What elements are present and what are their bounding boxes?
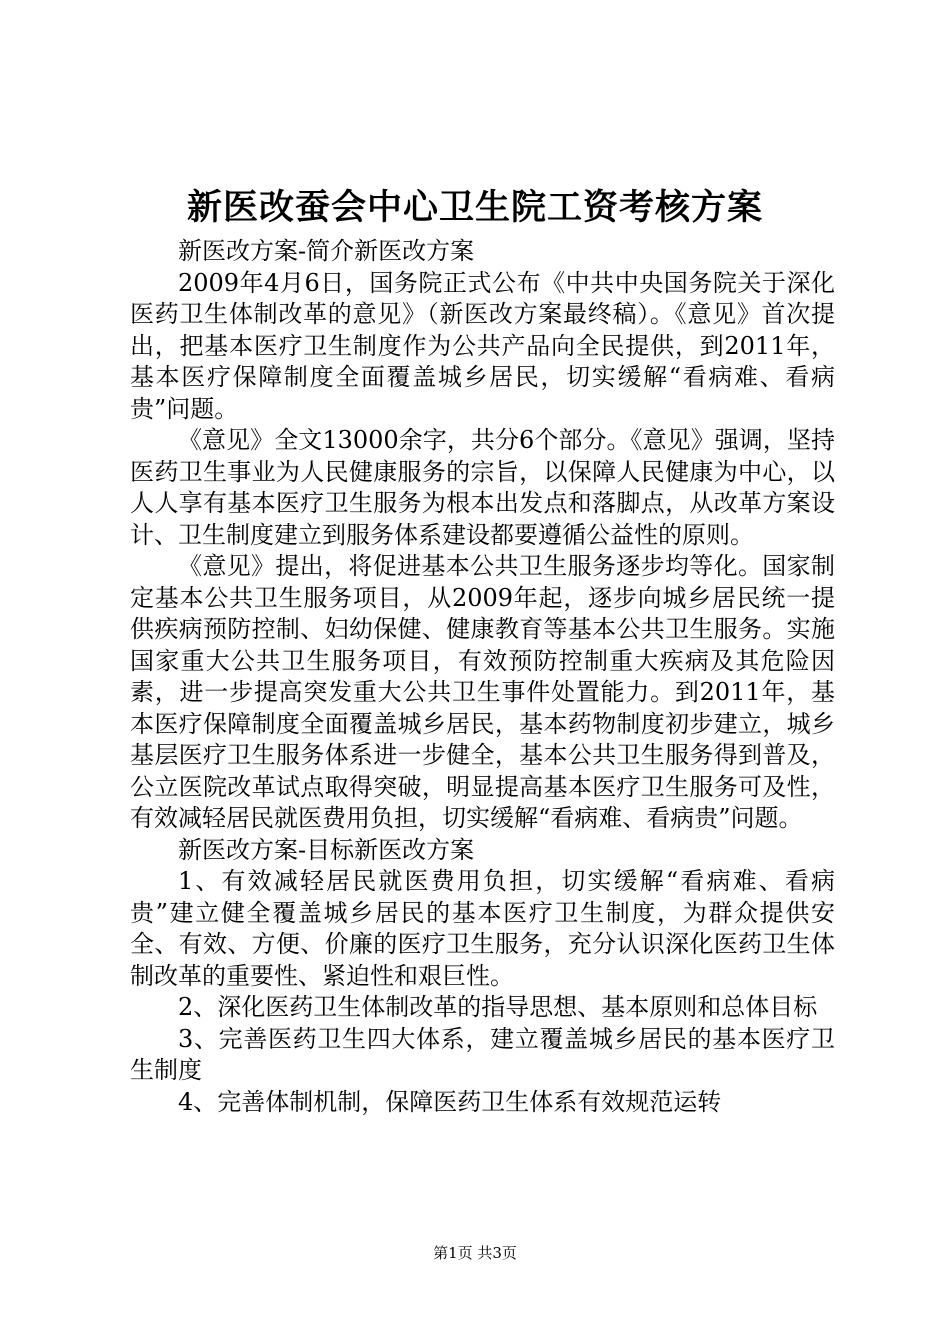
paragraph: 《意见》提出，将促进基本公共卫生服务逐步均等化。国家制定基本公共卫生服务项目，从2009年起，逐步向城乡居民统一提供疾病预防控制、妇幼保健、健康教育等基本公共卫生服务。实施国家重大公共卫生服务项目，有效预防控制重大疾病及其危险因素，进一步提高突发重大公共卫生事件处置能力。到2011年，基本医疗保障制度全面覆盖城乡居民，基本药物制度初步建立，城乡基层医疗卫生服务体系进一步健全，基本公共卫生服务得到普及，公立医院改革试点取得突破，明显提高基本医疗卫生服务可及性，有效减轻居民就医费用负担，切实缓解“看病难、看病贵”问题。 — [130, 552, 835, 832]
document-title: 新医改蚕会中心卫生院工资考核方案 — [186, 187, 763, 228]
page-footer: 第1页 共3页 — [433, 1244, 517, 1262]
list-item: 1、有效减轻居民就医费用负担，切实缓解“看病难、看病贵”建立健全覆盖城乡居民的基本医疗卫生制度，为群众提供安全、有效、方便、价廉的医疗卫生服务，充分认识深化医药卫生体制改革的重要性、紧迫性和艰巨性。 — [130, 867, 835, 990]
document-body — [130, 236, 835, 1118]
list-item: 3、完善医药卫生四大体系，建立覆盖城乡居民的基本医疗卫生制度 — [130, 1024, 835, 1084]
list-item: 4、完善体制机制，保障医药卫生体系有效规范运转 — [178, 1087, 722, 1116]
paragraph: 《意见》全文13000余字，共分6个部分。《意见》强调，坚持医药卫生事业为人民健康服务的宗旨，以保障人民健康为中心，以人人享有基本医疗卫生服务为根本出发点和落脚点，从改革方案设计、卫生制度建立到服务体系建设都要遵循公益性的原则。 — [130, 426, 835, 549]
section-heading: 新医改方案-目标新医改方案 — [178, 835, 475, 864]
section-heading: 新医改方案-简介新医改方案 — [178, 237, 475, 265]
list-item: 2、深化医药卫生体制改革的指导思想、基本原则和总体目标 — [178, 993, 818, 1021]
paragraph: 2009年4月6日，国务院正式公布《中共中央国务院关于深化医药卫生体制改革的意见》（新医改方案最终稿）。《意见》首次提出，把基本医疗卫生制度作为公共产品向全民提供，到2011年，基本医疗保障制度全面覆盖城乡居民，切实缓解“看病难、看病贵”问题。 — [130, 268, 835, 423]
